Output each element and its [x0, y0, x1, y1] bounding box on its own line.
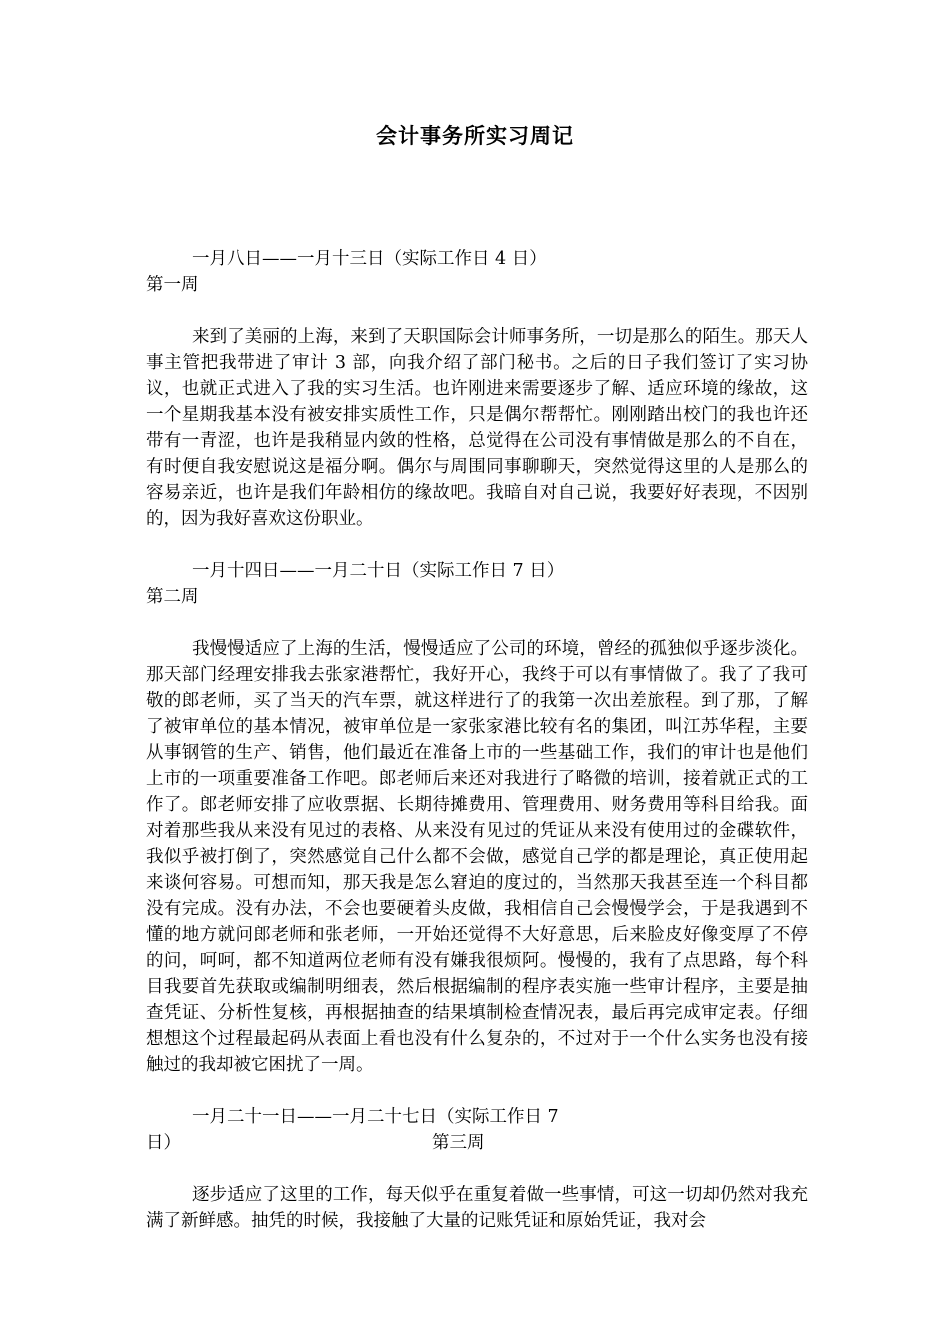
week-3-paragraph: 逐步适应了这里的工作，每天似乎在重复着做一些事情，可这一切却仍然对我充满了新鲜感。抽凭的时候，我接触了大量的记账凭证和原始凭证，我对会 [146, 1185, 808, 1231]
week-1-section [146, 246, 808, 532]
week-3-section [146, 1104, 808, 1234]
week-3-date-range: 一月二十一日——一月二十七日（实际工作日 7 [192, 1107, 559, 1127]
document-body [146, 246, 808, 1260]
week-1-paragraph: 来到了美丽的上海，来到了天职国际会计师事务所，一切是那么的陌生。那天人事主管把我带进了审计 3 部，向我介绍了部门秘书。之后的日子我们签订了实习协议，也就正式进入了我的实习生活。也许刚进来需要逐步了解、适应环境的缘故，这一个星期我基本没有被安排实质性工作，只是偶尔帮帮忙。刚刚踏出校门的我也许还带有一青涩，也许是我稍显内敛的性格，总觉得在公司没有事情做是那么的不自在，有时便自我安慰说这是福分啊。偶尔与周围同事聊聊天，突然觉得这里的人是那么的容易亲近，也许是我们年龄相仿的缘故吧。我暗自对自己说，我要好好表现，不因别的，因为我好喜欢这份职业。 [146, 327, 808, 529]
document-title: 会计事务所实习周记 [376, 123, 574, 148]
week-3-date-line2 [146, 1130, 808, 1156]
week-2-label: 第二周 [146, 587, 199, 607]
week-2-paragraph: 我慢慢适应了上海的生活，慢慢适应了公司的环境，曾经的孤独似乎逐步淡化。那天部门经理安排我去张家港帮忙，我好开心，我终于可以有事情做了。我了了我可敬的郎老师，买了当天的汽车票，就这样进行了的我第一次出差旅程。到了那，了解了被审单位的基本情况，被审单位是一家张家港比较有名的集团，叫江苏华程，主要从事钢管的生产、销售，他们最近在准备上市的一些基础工作，我们的审计也是他们上市的一项重要准备工作吧。郎老师后来还对我进行了略微的培训，接着就正式的工作了。郎老师安排了应收票据、长期待摊费用、管理费用、财务费用等科目给我。面对着那些我从来没有见过的表格、从来没有见过的凭证从来没有使用过的金碟软件，我似乎被打倒了，突然感觉自己什么都不会做，感觉自己学的都是理论，真正使用起来谈何容易。可想而知，那天我是怎么窘迫的度过的，当然那天我甚至连一个科目都没有完成。没有办法，不会也要硬着头皮做，我相信自己会慢慢学会，于是我遇到不懂的地方就问郎老师和张老师，一开始还觉得不大好意思，后来脸皮好像变厚了不停的问，呵呵，都不知道两位老师有没有嫌我很烦阿。慢慢的，我有了点思路，每个科目我要首先获取或编制明细表，然后根据编制的程序表实施一些审计程序，主要是抽查凭证、分析性复核，再根据抽查的结果填制检查情况表，最后再完成审定表。仔细想想这个过程最起码从表面上看也没有什么复杂的，不过对于一个什么实务也没有接触过的我却被它困扰了一周。 [146, 639, 808, 1075]
week-3-label: 第三周 [432, 1133, 485, 1153]
week-3-date-range-tail: 日） [146, 1133, 181, 1153]
week-2-date-range: 一月十四日——一月二十日（实际工作日 7 日） [192, 561, 565, 581]
week-1-date-range: 一月八日——一月十三日（实际工作日 4 日） [192, 249, 547, 269]
week-1-label: 第一周 [146, 275, 199, 295]
week-2-section [146, 558, 808, 1078]
